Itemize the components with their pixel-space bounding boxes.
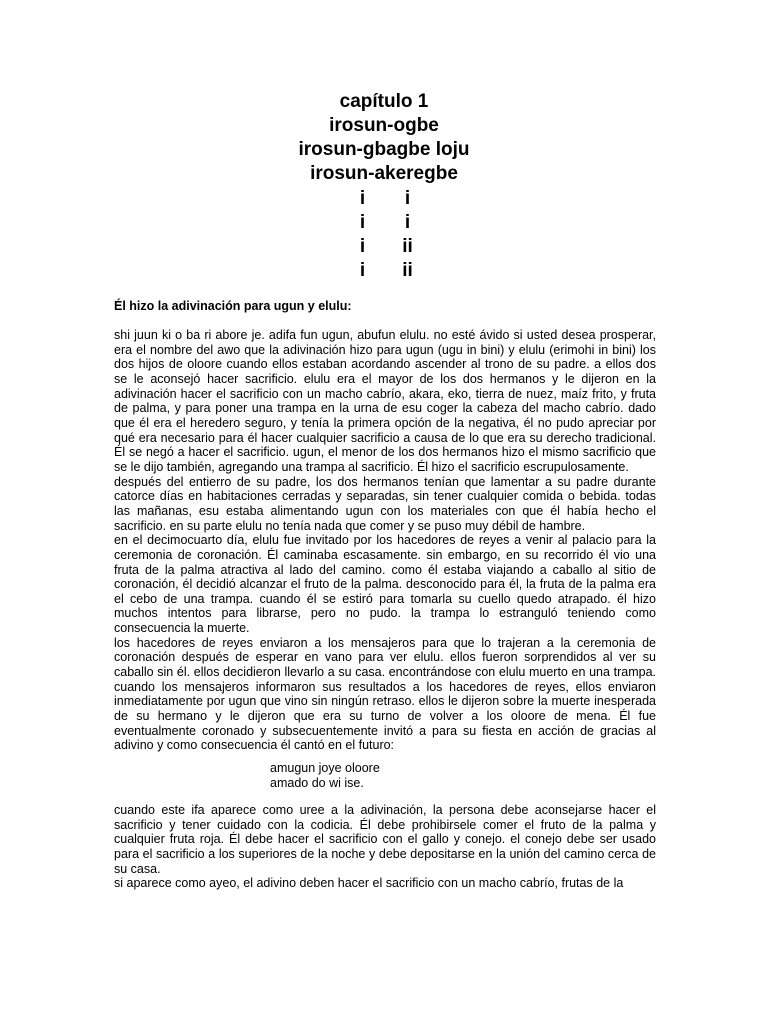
text-line: que él era el heredero seguro, y tenía la primera opción de la negativa, él no pudo apreciar por xyxy=(114,415,656,430)
text-line: cuando este ifa aparece como uree a la adivinación, la persona debe aconsejarse hacer el xyxy=(114,803,656,817)
text-line: sacrificio. en su parte elulu no tenía nada que comer y se puso muy débil de hambre. xyxy=(114,518,586,533)
signature-mark-right: i xyxy=(404,212,411,233)
signature-mark-left: i xyxy=(359,236,366,257)
text-line: inmediatamente por ugun que vino sin ningún retraso. ellos le dijeron sobre la muerte inesperada xyxy=(114,694,656,709)
signature-mark-right: i xyxy=(404,188,411,209)
text-line: coronación, él decidió alcanzar el fruto de la palma. desconocido para él, la fruta de la palma era xyxy=(114,577,656,592)
verse-line: amugun joye oloore xyxy=(270,761,380,775)
signature-mark-right: ii xyxy=(402,236,413,257)
text-line: se le aconsejó hacer sacrificio. elulu era el mayor de los dos hermanos y le dijeron en la xyxy=(114,371,656,386)
text-line: caballo sin él. ellos decidieron llevarlo a su casa. encontrándose con elulu muerto en una trampa. xyxy=(114,665,656,680)
text-line: los hacedores de reyes enviaron a los mensajeros para que lo trajeran a la ceremonia de xyxy=(114,635,656,650)
signature-mark-right: ii xyxy=(402,260,413,281)
text-line: catorce días en habitaciones cerradas y separadas, sin tener cualquier comida o bebida. todas xyxy=(114,489,656,504)
text-line: las mañanas, esu estaba alimentando ugun con los materiales con que él había hecho el xyxy=(114,503,656,518)
signature-row xyxy=(340,235,430,259)
text-line: sacrificio y tener cuidado con la codicia. Él debe prohibirsele comer el fruto de la palma y xyxy=(114,817,656,832)
text-line: si aparece como ayeo, el adivino deben hacer el sacrificio con un macho cabrío, frutas de la xyxy=(114,876,624,891)
signature-row xyxy=(340,187,430,211)
song-verse xyxy=(270,761,380,790)
title-line-alias-1: irosun-gbagbe loju xyxy=(298,139,470,160)
text-line: su casa. xyxy=(114,861,161,876)
chapter-title xyxy=(0,90,768,186)
text-line: era el nombre del awo que la adivinación hizo para ugun (ugu in bini) y elulu (erimohi in bini) los xyxy=(114,342,656,357)
text-line: para el sacrificio a los superiores de la noche y debe depositarse en la unión del camino cerca de xyxy=(114,846,656,861)
text-line: dos hijos de oloore cuando ellos estaban acordando ascender al trono de su padre. a ellos dos xyxy=(114,357,656,372)
text-line: cualquier fruta roja. Él debe hacer el sacrificio con el gallo y conejo. el conejo debe ser usado xyxy=(114,832,656,847)
text-line: consecuencia la muerte. xyxy=(114,621,250,636)
verse-line: amado do wi ise. xyxy=(270,775,364,790)
text-line: shi juun ki o ba ri abore je. adifa fun ugun, abufun elulu. no esté ávido si usted desea prosperar, xyxy=(114,328,656,342)
text-line: fruta de la palma atractiva al lado del camino. como él estaba viajando a caballo al sitio de xyxy=(114,562,656,577)
interpretation-paragraph xyxy=(114,803,656,891)
title-line-odu-name: irosun-ogbe xyxy=(329,115,439,136)
text-line: ceremonia de coronación. Él caminaba escasamente. sin embargo, en su recorrido él vio una xyxy=(114,547,656,562)
signature-mark-left: i xyxy=(359,260,366,281)
text-line: Él se negó a hacer el sacrificio. ugun, el menor de los dos hermanos hizo el mismo sacrificio que xyxy=(114,445,656,460)
text-line: de su hermano y le dijeron que era su turno de volver a los oloore de mena. Él fue xyxy=(114,709,656,724)
signature-mark-left: i xyxy=(359,188,366,209)
title-line-chapter: capítulo 1 xyxy=(339,91,429,112)
signature-row xyxy=(340,211,430,235)
text-line: después del entierro de su padre, los dos hermanos tenían que lamentar a su padre durante xyxy=(114,474,656,489)
text-line: el cebo de una trampa. cuando él se estiró para tomarla su cuello quedo atrapado. él hizo xyxy=(114,591,656,606)
section-heading: Él hizo la adivinación para ugun y elulu: xyxy=(114,299,352,313)
text-line: adivino y como consecuencia él cantó en el futuro: xyxy=(114,738,395,753)
story-paragraph xyxy=(114,328,656,753)
text-line: en el decimocuarto día, elulu fue invitado por los hacedores de reyes a venir al palacio para la xyxy=(114,533,656,548)
text-line: se le dijo también, agregando una trampa al sacrificio. Él hizo el sacrificio escrupulosamente. xyxy=(114,459,629,474)
text-line: cuando los mensajeros informaron sus resultados a los hacedores de reyes, ellos enviaron xyxy=(114,679,656,694)
text-line: qué era necesario para él hacer cualquier sacrificio a causa de lo que era su derecho tradicional. xyxy=(114,430,656,445)
signature-mark-left: i xyxy=(359,212,366,233)
text-line: eventualmente coronado y subsecuentemente invitó a para su fiesta en acción de gracias al xyxy=(114,723,656,738)
signature-row xyxy=(340,259,430,283)
text-line: adivinación hacer el sacrificio con un macho cabrío, akara, eko, tierra de nuez, maíz frito, y fruta xyxy=(114,386,656,401)
title-line-alias-2: irosun-akeregbe xyxy=(310,163,458,184)
text-line: de palma, y para poner una trampa en la urna de esu coger la cabeza del macho cabrío. dado xyxy=(114,401,656,416)
odu-signature xyxy=(340,187,430,283)
text-line: coronación después de esperar en vano para ver elulu. ellos fueron sorprendidos al ver su xyxy=(114,650,656,665)
text-line: muchos intentos para librarse, pero no pudo. la trampa lo estranguló teniendo como xyxy=(114,606,656,621)
